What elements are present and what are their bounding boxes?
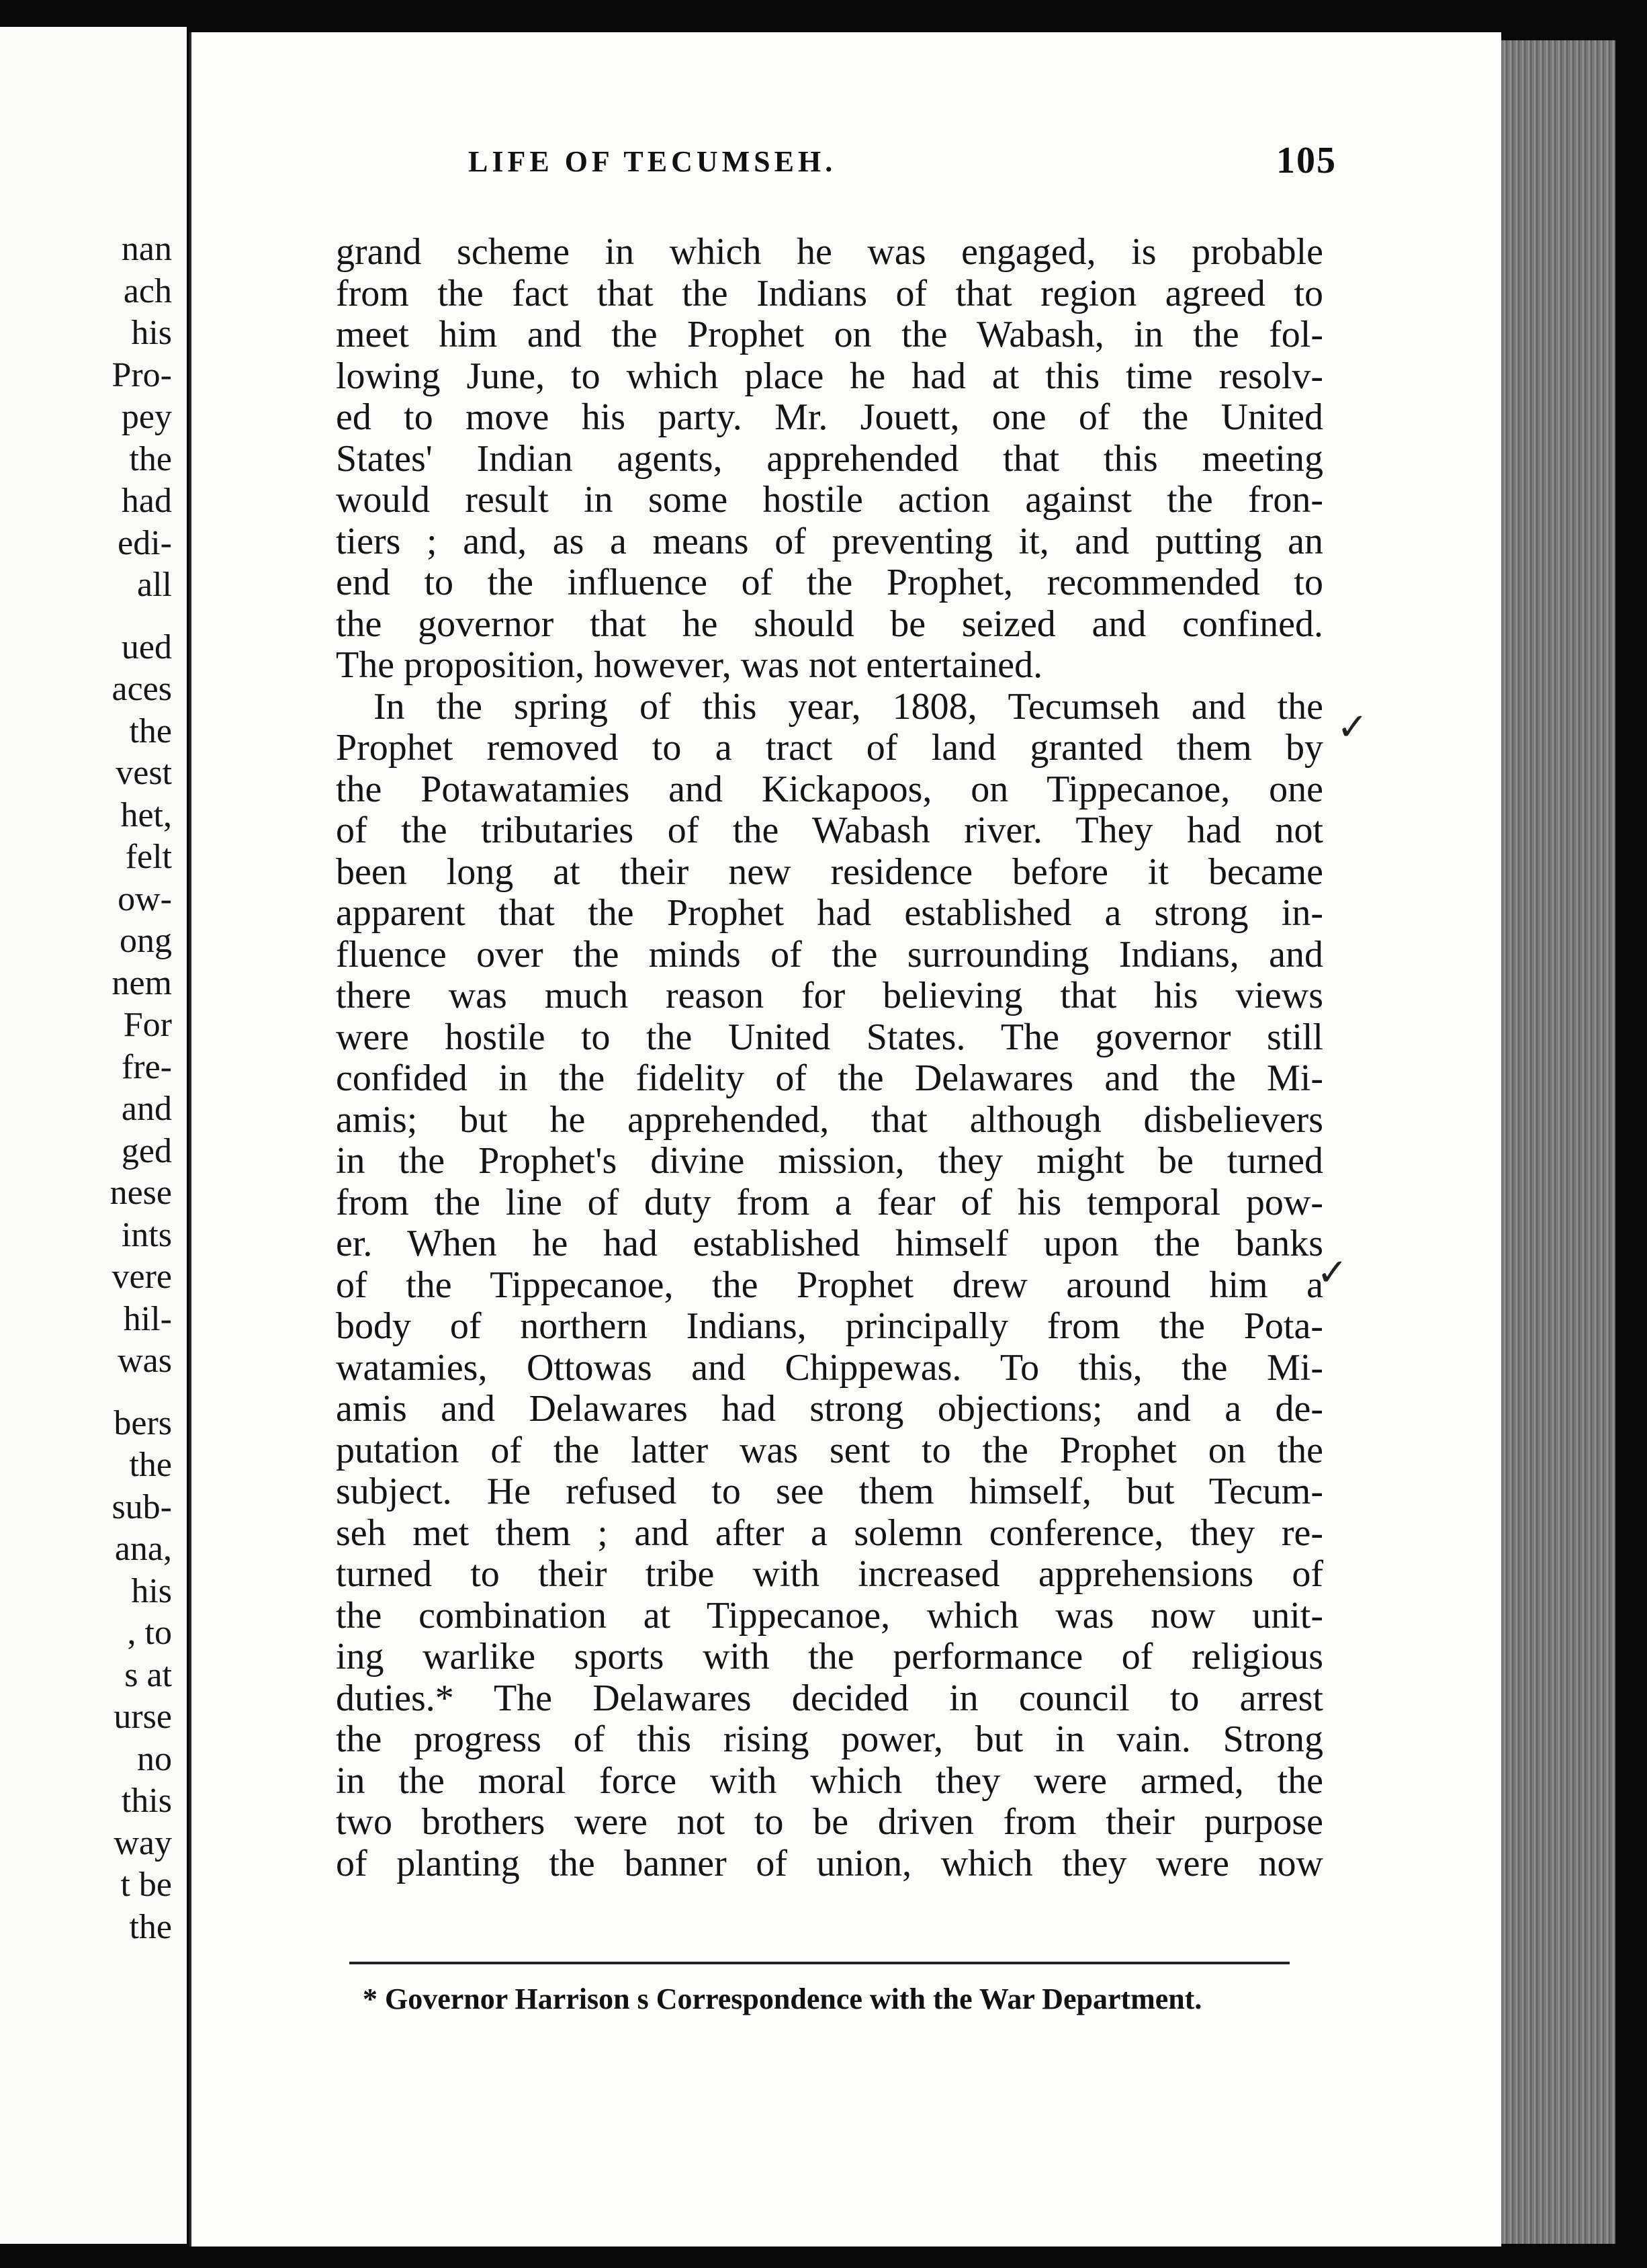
- running-head: [468, 140, 1337, 181]
- footnote: * Governor Harrison s Correspondence with the War Department.: [363, 1982, 1202, 2015]
- text-line: tiers ; and, as a means of preventing it, and putting an: [336, 520, 1323, 562]
- facing-page-fragment: s at: [124, 1655, 172, 1694]
- facing-page-fragment: this: [121, 1782, 172, 1820]
- text-line: watamies, Ottowas and Chippewas. To this, the Mi-: [336, 1346, 1323, 1389]
- text-line: lowing June, to which place he had at this time resolv-: [336, 355, 1323, 397]
- text-line: from the fact that the Indians of that region agreed to: [336, 272, 1323, 314]
- running-head-title: LIFE OF TECUMSEH.: [468, 145, 837, 178]
- facing-page-fragment: hil-: [123, 1299, 172, 1338]
- text-line: from the line of duty from a fear of his temporal pow-: [336, 1181, 1323, 1223]
- text-line: ing warlike sports with the performance of religious: [336, 1636, 1323, 1677]
- facing-page-fragment: For: [123, 1006, 172, 1044]
- facing-page-left: [0, 27, 187, 2244]
- text-line: in the moral force with which they were armed, the: [336, 1759, 1323, 1802]
- facing-page-fragment: the: [129, 439, 172, 478]
- text-line: States' Indian agents, apprehended that this meeting: [336, 437, 1323, 480]
- text-line: there was much reason for believing that his views: [336, 975, 1323, 1016]
- facing-page-fragment: [110, 1389, 172, 1403]
- facing-page-fragment: felt: [125, 838, 172, 876]
- facing-page-fragment: ong: [120, 922, 172, 960]
- text-line: in the Prophet's divine mission, they might be turned: [336, 1140, 1323, 1182]
- text-line: seh met them ; and after a solemn conference, they re-: [336, 1512, 1323, 1554]
- text-line: apparent that the Prophet had established a strong in-: [336, 892, 1323, 934]
- facing-page-fragment: his: [131, 1571, 172, 1610]
- facing-page-fragment: fre-: [121, 1047, 172, 1086]
- text-line: Prophet removed to a tract of land granted them by: [336, 727, 1323, 769]
- text-line: turned to their tribe with increased apprehensions of: [336, 1553, 1323, 1595]
- facing-page-fragment: Pro-: [112, 355, 172, 394]
- facing-page-fragment: ued: [121, 627, 172, 666]
- facing-page-fragment: the: [129, 1907, 172, 1946]
- text-line: two brothers were not to be driven from their purpose: [336, 1801, 1323, 1843]
- facing-page-fragment: bers: [114, 1403, 172, 1442]
- page-number: 105: [1276, 140, 1337, 181]
- text-line: er. When he had established himself upon the banks: [336, 1223, 1323, 1264]
- facing-page-fragment: urse: [114, 1698, 172, 1736]
- facing-page-fragment: vest: [116, 754, 172, 792]
- facing-page-fragment: vere: [112, 1258, 172, 1296]
- text-line: grand scheme in which he was engaged, is probable: [336, 231, 1323, 273]
- text-line: amis; but he apprehended, that although disbelievers: [336, 1098, 1323, 1141]
- facing-page-fragment: het,: [120, 795, 172, 834]
- facing-page-fragment: ana,: [114, 1530, 172, 1568]
- facing-page-fragment: nan: [121, 230, 172, 268]
- margin-check-mark: ✓: [1337, 705, 1368, 749]
- text-line: The proposition, however, was not entertained.: [336, 644, 1043, 686]
- facing-page-fragment: ow-: [118, 879, 172, 918]
- facing-page-fragment: t be: [120, 1866, 172, 1904]
- text-line: body of northern Indians, principally from the Pota-: [336, 1305, 1323, 1347]
- text-line: the Potawatamies and Kickapoos, on Tippecanoe, one: [336, 768, 1323, 810]
- footnote-rule: [349, 1962, 1290, 1964]
- facing-page-fragment: and: [121, 1090, 172, 1128]
- facing-page-fragment: was: [118, 1342, 172, 1380]
- text-line: duties.* The Delawares decided in council to arrest: [336, 1677, 1323, 1719]
- text-line: would result in some hostile action against the fron-: [336, 479, 1323, 521]
- facing-page-fragment: his: [131, 314, 172, 352]
- facing-page-fragment: edi-: [118, 523, 172, 562]
- facing-page-fragment: no: [137, 1739, 172, 1778]
- text-line: were hostile to the United States. The governor still: [336, 1016, 1323, 1058]
- facing-page-fragment: pey: [121, 398, 172, 436]
- text-line: the progress of this rising power, but in vain. Strong: [336, 1718, 1323, 1760]
- book-page-edges: [1484, 40, 1615, 2244]
- text-line: fluence over the minds of the surrounding Indians, and: [336, 933, 1323, 975]
- facing-page-fragment: sub-: [112, 1487, 172, 1526]
- body-text: [336, 232, 1323, 1884]
- margin-check-mark: ✓: [1317, 1251, 1348, 1295]
- text-line: putation of the latter was sent to the Prophet on the: [336, 1429, 1323, 1471]
- text-line: been long at their new residence before it became: [336, 850, 1323, 893]
- facing-page-fragment: ints: [121, 1215, 172, 1254]
- text-line: ed to move his party. Mr. Jouett, one of the United: [336, 396, 1323, 438]
- text-line: subject. He refused to see them himself, but Tecum-: [336, 1471, 1323, 1512]
- text-line: amis and Delawares had strong objections; and a de-: [336, 1388, 1323, 1430]
- facing-page-fragment: had: [121, 482, 172, 520]
- text-line: In the spring of this year, 1808, Tecumseh and the: [373, 685, 1323, 728]
- facing-page-fragment: nese: [109, 1174, 172, 1212]
- text-line: of the tributaries of the Wabash river. They had not: [336, 810, 1323, 851]
- facing-page-fragment: nem: [112, 963, 172, 1002]
- facing-page-fragment: , to: [127, 1614, 172, 1652]
- text-line: meet him and the Prophet on the Wabash, in the fol-: [336, 314, 1323, 355]
- facing-page-fragment: [110, 613, 172, 627]
- text-line: of planting the banner of union, which they were now: [336, 1842, 1323, 1884]
- facing-page-fragment: aces: [112, 670, 172, 708]
- text-line: of the Tippecanoe, the Prophet drew around him a: [336, 1264, 1323, 1306]
- facing-page-fragment: way: [114, 1823, 172, 1862]
- facing-page-fragment: all: [137, 566, 172, 604]
- text-line: end to the influence of the Prophet, recommended to: [336, 562, 1323, 603]
- facing-page-text-fragments: [110, 228, 172, 1948]
- text-line: confided in the fidelity of the Delawares and the Mi-: [336, 1057, 1323, 1099]
- facing-page-fragment: the: [129, 711, 172, 750]
- facing-page-fragment: ach: [123, 271, 172, 310]
- text-line: the combination at Tippecanoe, which was now unit-: [336, 1594, 1323, 1637]
- text-line: the governor that he should be seized and confined.: [336, 603, 1323, 645]
- facing-page-fragment: the: [129, 1446, 172, 1484]
- facing-page-fragment: ged: [121, 1131, 172, 1170]
